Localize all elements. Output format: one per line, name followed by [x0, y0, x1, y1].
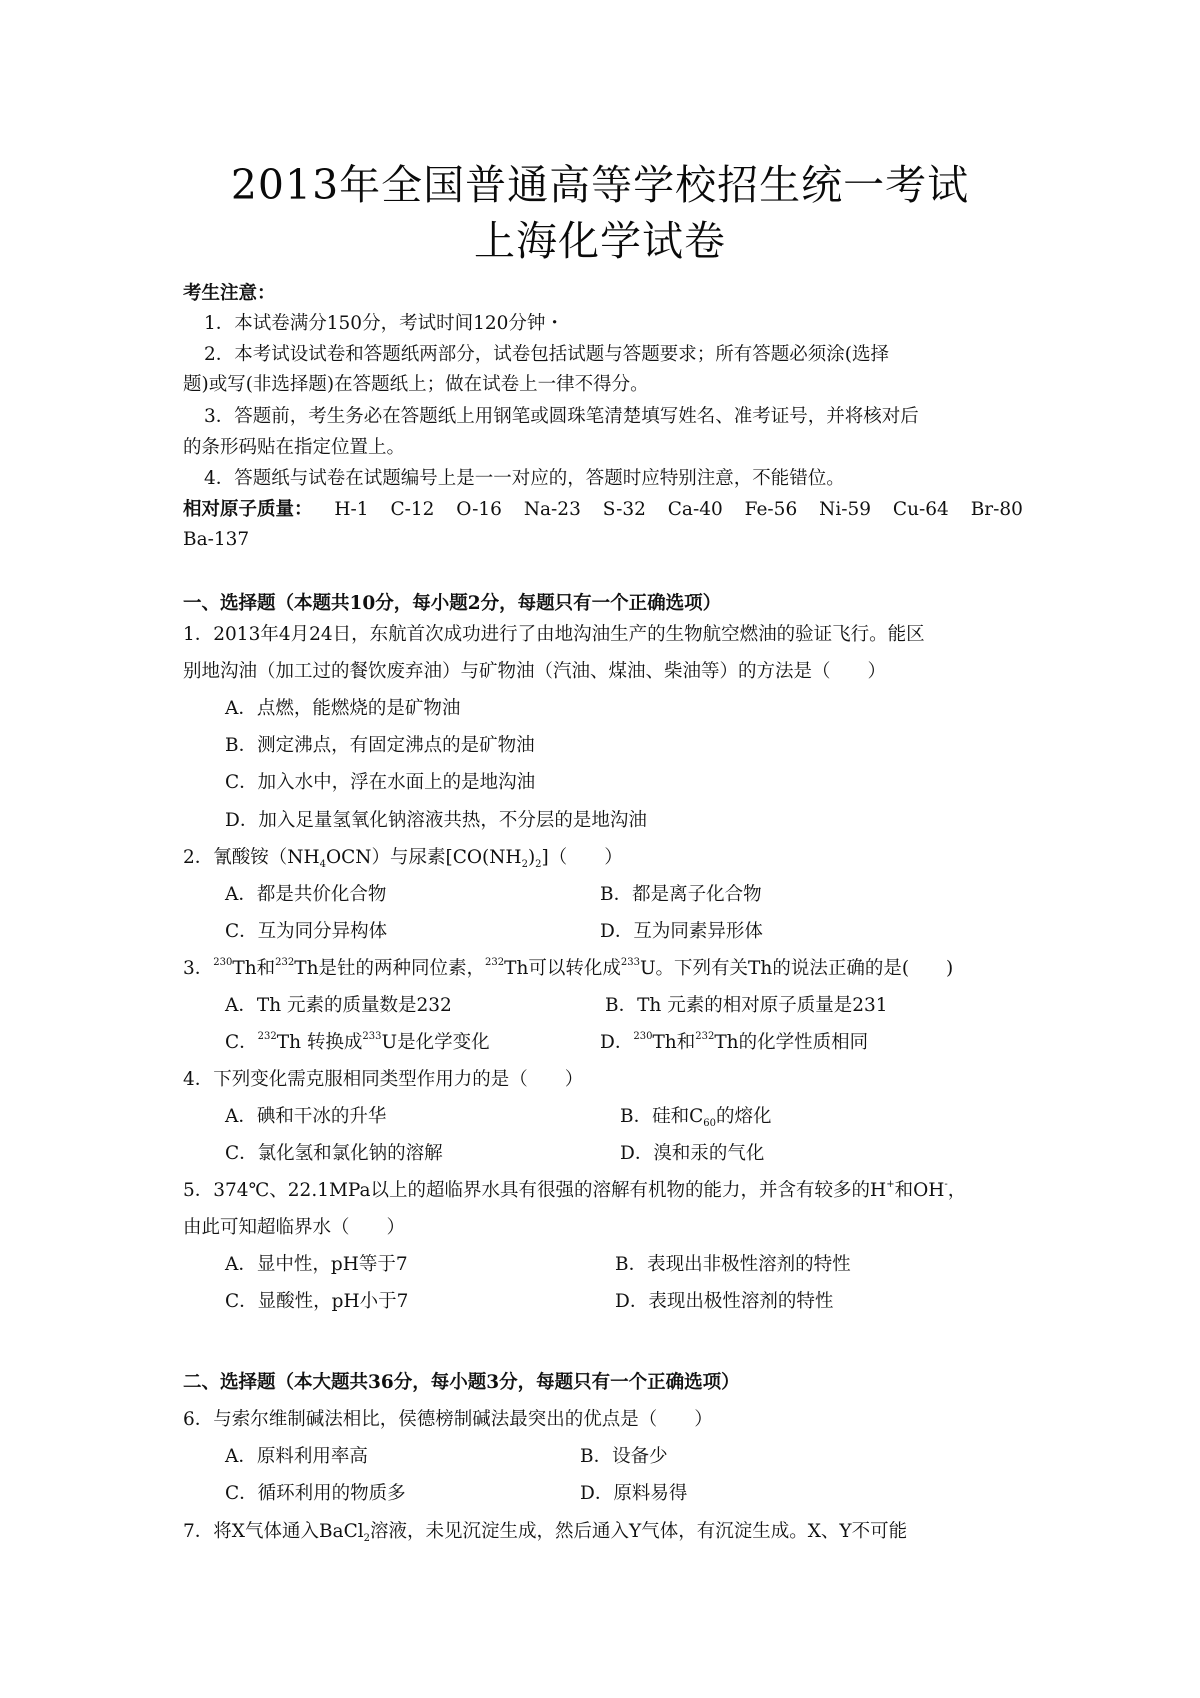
q4-option-c: C．氯化氢和氯化钠的溶解: [225, 1143, 443, 1164]
atomic-mass-value: H-1: [334, 499, 369, 520]
atomic-mass-value: Fe-56: [744, 499, 798, 520]
q3-option-d: [600, 1030, 1200, 1056]
q6-option-c: C．循环利用的物质多: [225, 1483, 406, 1504]
q5-option-c: C．显酸性，pH小于7: [225, 1291, 409, 1312]
option-text: Th: [652, 1032, 677, 1053]
charge-sign: -: [944, 1179, 948, 1190]
q2-subscript: 2: [535, 859, 542, 870]
q1-option-d: D．加入足量氢氧化钠溶液共热，不分层的是地沟油: [225, 810, 647, 831]
q3-number: 3．: [183, 958, 214, 979]
notice-item-2: 2．本考试设试卷和答题纸两部分，试卷包括试题与答题要求；所有答题必须涂(选择: [204, 344, 889, 365]
q5-option-d: D．表现出极性溶剂的特性: [615, 1291, 834, 1312]
q5-option-b: B．表现出非极性溶剂的特性: [615, 1254, 851, 1275]
q3-text: 和: [256, 958, 276, 979]
atomic-mass-label: 相对原子质量：: [183, 499, 313, 520]
notice-item-4: 4．答题纸与试卷在试题编号上是一一对应的，答题时应特别注意，不能错位。: [204, 468, 845, 489]
option-text: U是化学变化: [381, 1032, 490, 1053]
q2-option-d: D．互为同素异形体: [600, 921, 763, 942]
notice-heading: 考生注意：: [183, 283, 276, 304]
q3-text: U。下列有关Th的说法正确的是( ): [639, 958, 954, 979]
mass-number: 230: [633, 1031, 653, 1042]
q2-stem-text: ]（ ）: [541, 847, 623, 868]
q5-stem-line2: 由此可知超临界水（ ）: [183, 1217, 406, 1238]
q4-option-d: D．溴和汞的气化: [620, 1143, 765, 1164]
mass-number: 232: [695, 1031, 715, 1042]
q2-subscript: 4: [319, 859, 326, 870]
mass-number: 230: [213, 957, 233, 968]
q6-option-a: A．原料利用率高: [225, 1446, 368, 1467]
q1-option-c: C．加入水中，浮在水面上的是地沟油: [225, 772, 536, 793]
q2-option-a: A．都是共价化合物: [225, 884, 387, 905]
atomic-mass-value: Cu-64: [892, 499, 949, 520]
q7-text: 溶液，未见沉淀生成，然后通入Y气体，有沉淀生成。X、Y不可能: [370, 1521, 908, 1542]
notice-item-3-cont: 的条形码贴在指定位置上。: [183, 437, 406, 458]
notice-item-3: 3．答题前，考生务必在答题纸上用钢笔或圆珠笔清楚填写姓名、准考证号，并将核对后: [204, 406, 919, 427]
mass-number: 233: [620, 957, 640, 968]
q6-option-d: D．原料易得: [580, 1483, 688, 1504]
q3-option-a: A．Th 元素的质量数是232: [225, 995, 452, 1016]
subscript: 60: [703, 1118, 716, 1129]
q4-stem: 4．下列变化需克服相同类型作用力的是（ ）: [183, 1069, 584, 1090]
exam-title-line1: 2013年全国普通高等学校招生统一考试: [230, 161, 970, 209]
atomic-mass-value: C-12: [390, 499, 435, 520]
option-text: Th 转换成: [276, 1032, 363, 1053]
exam-title-line2: 上海化学试卷: [474, 217, 726, 265]
q2-stem: [183, 845, 1023, 871]
section2-heading: 二、选择题（本大题共36分，每小题3分，每题只有一个正确选项）: [183, 1372, 740, 1393]
atomic-mass-value: S-32: [602, 499, 646, 520]
q6-stem: 6．与索尔维制碱法相比，侯德榜制碱法最突出的优点是（ ）: [183, 1409, 713, 1430]
mass-number: 232: [485, 957, 505, 968]
q2-stem-text: OCN）与尿素[CO(NH: [325, 847, 522, 868]
q3-option-b: B．Th 元素的相对原子质量是231: [605, 995, 888, 1016]
q2-option-c: C．互为同分异构体: [225, 921, 388, 942]
q1-stem-line2: 别地沟油（加工过的餐饮废弃油）与矿物油（汽油、煤油、柴油等）的方法是（ ）: [183, 661, 887, 682]
notice-item-1: 1．本试卷满分150分，考试时间120分钟・: [204, 313, 564, 334]
q4-option-b: [620, 1104, 1200, 1130]
q6-option-b: B．设备少: [580, 1446, 668, 1467]
atomic-mass-value: Br-80: [970, 499, 1023, 520]
q2-subscript: 2: [521, 859, 528, 870]
q5-stem-line1: [183, 1178, 1023, 1204]
mass-number: 232: [275, 957, 295, 968]
section1-heading: 一、选择题（本题共10分，每小题2分，每题只有一个正确选项）: [183, 593, 722, 614]
q5-text: ，: [947, 1180, 967, 1201]
q3-element: Th: [232, 958, 257, 979]
atomic-mass-value: Ca-40: [667, 499, 723, 520]
q1-stem-line1: 1．2013年4月24日，东航首次成功进行了由地沟油生产的生物航空燃油的验证飞行。能区: [183, 624, 925, 645]
notice-item-2-cont: 题)或写(非选择题)在答题纸上；做在试卷上一律不得分。: [183, 374, 649, 395]
option-text: 的熔化: [716, 1106, 772, 1127]
q3-text: Th是钍的两种同位素，: [294, 958, 486, 979]
q1-option-a: A．点燃，能燃烧的是矿物油: [225, 698, 461, 719]
q5-text: 和OH: [894, 1180, 945, 1201]
q2-option-b: B．都是离子化合物: [600, 884, 762, 905]
atomic-mass-row: [183, 497, 1023, 523]
mass-number: 232: [257, 1031, 277, 1042]
option-text: B．硅和C: [620, 1106, 704, 1127]
atomic-mass-value: Ni-59: [819, 499, 872, 520]
q5-option-a: A．显中性，pH等于7: [225, 1254, 408, 1275]
q4-option-a: A．碘和干冰的升华: [225, 1106, 387, 1127]
q5-text: 5．374℃、22.1MPa以上的超临界水具有很强的溶解有机物的能力，并含有较多的H: [183, 1180, 887, 1201]
option-text: Th的化学性质相同: [714, 1032, 869, 1053]
option-text: 和: [676, 1032, 696, 1053]
q1-option-b: B．测定沸点，有固定沸点的是矿物油: [225, 735, 535, 756]
charge-sign: +: [886, 1179, 895, 1190]
atomic-mass-last: Ba-137: [183, 529, 250, 550]
q3-stem: [183, 956, 1023, 982]
atomic-mass-value: O-16: [456, 499, 502, 520]
subscript: 2: [363, 1533, 371, 1544]
q2-stem-text: ): [527, 847, 536, 868]
option-letter: D．: [600, 1032, 634, 1053]
atomic-mass-value: Na-23: [523, 499, 581, 520]
option-letter: C．: [225, 1032, 258, 1053]
q2-stem-text: 2．氰酸铵（NH: [183, 847, 320, 868]
q3-text: Th可以转化成: [504, 958, 621, 979]
mass-number: 233: [362, 1031, 382, 1042]
q7-text: 7．将X气体通入BaCl: [183, 1521, 364, 1542]
q7-stem: [183, 1519, 1023, 1545]
